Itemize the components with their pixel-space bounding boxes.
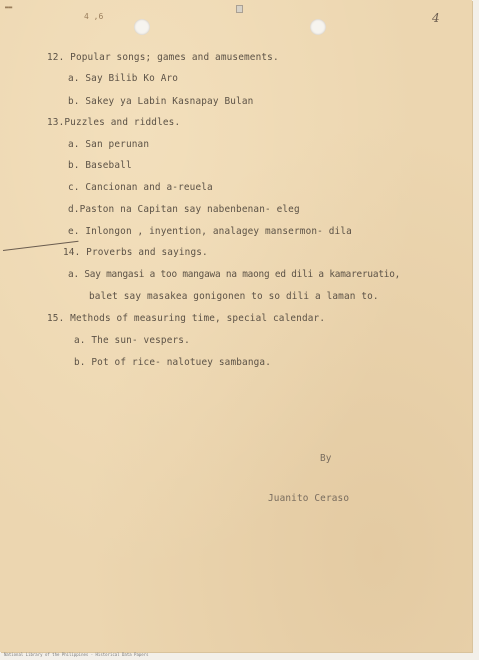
signature-by: By [320,453,332,464]
binder-clip [236,5,243,13]
section-14-heading: 14. Proverbs and sayings. [63,247,208,258]
page-number: 4 [432,11,440,25]
punch-hole-right [310,19,326,35]
corner-mark: 4 ,6 [84,12,104,21]
section-13-item-d: d.Paston na Capitan say nabenbenan- eleg [68,204,300,215]
section-12-heading: 12. Popular songs; games and amusements. [47,52,279,63]
section-13-item-a: a. San perunan [68,139,150,150]
archive-stamp: ▬▬ [5,4,13,11]
section-13-item-c: c. Cancionan and a-reuela [68,182,213,193]
section-12-item-a: a. Say Bilib Ko Aro [68,73,179,84]
footer-text: National Library of the Philippines · Historical Data Papers [4,652,149,657]
section-14-item-a-continued: balet say masakea gonigonen to so dili a laman to. [89,291,379,302]
section-13-heading: 13.Puzzles and riddles. [47,117,181,128]
section-15-heading: 15. Methods of measuring time, special calendar. [47,313,326,324]
section-13-item-e: e. Inlongon , inyention, analagey mansermon- dila [68,226,352,237]
section-15-item-b: b. Pot of rice- nalotuey sambanga. [74,357,272,368]
section-15-item-a: a. The sun- vespers. [74,335,190,346]
punch-hole-left [134,19,150,35]
section-14-item-a: a. Say mangasi a too mangawa na maong ed dili a kamareruatio, [68,269,401,280]
section-13-item-b: b. Baseball [68,160,132,171]
signature-name: Juanito Ceraso [268,493,350,504]
section-12-item-b: b. Sakey ya Labin Kasnapay Bulan [68,96,254,107]
